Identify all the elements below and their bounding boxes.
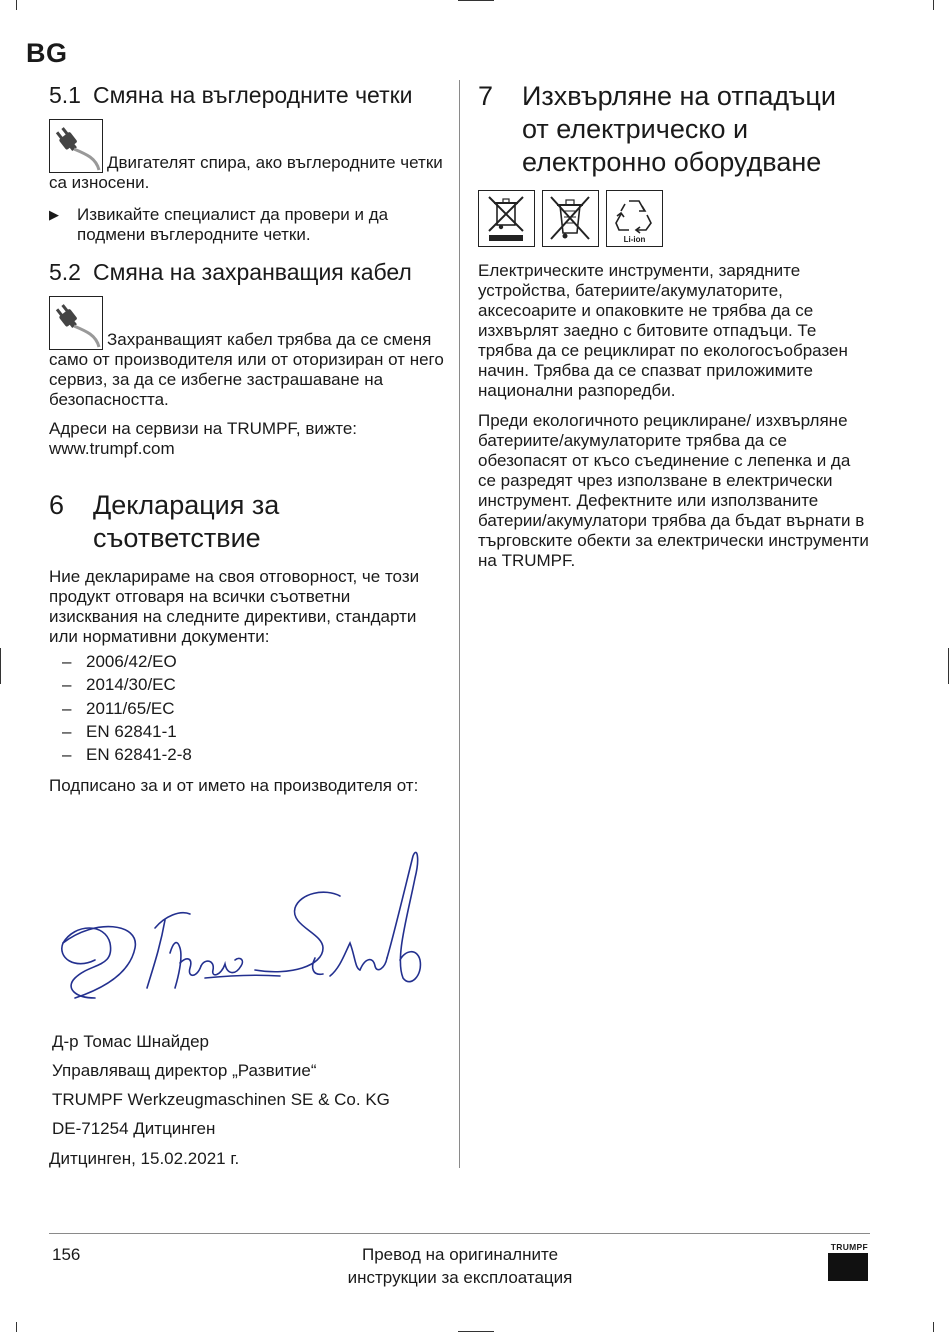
li-ion-label: Li-ion (623, 235, 646, 244)
warning-paragraph (49, 296, 444, 410)
section-5-2 (49, 259, 444, 459)
crossed-wheelie-bin-icon (542, 190, 599, 247)
company-name: TRUMPF Werkzeugmaschinen SE & Co. KG (52, 1090, 390, 1109)
signatory-name: Д-р Томас Шнайдер (52, 1032, 209, 1051)
trumpf-logo (828, 1242, 868, 1281)
handwritten-signature (55, 848, 430, 1023)
section-number: 7 (478, 81, 494, 111)
section-title-line: Декларация за (93, 490, 280, 520)
instruction-item (49, 205, 444, 245)
logo-wordmark: TRUMPF (830, 1242, 868, 1252)
standards-list (49, 650, 444, 766)
section-number: 5.2 (49, 259, 81, 285)
section-title-line: Изхвърляне на отпадъци (522, 81, 836, 111)
list-item: – 2006/42/EO (62, 652, 177, 671)
page-number: 156 (52, 1245, 81, 1264)
instruction-text: Извикайте специалист да провери и да подмени въглеродните четки. (77, 205, 389, 244)
warning-text: Захранващият кабел трябва да се сменя само от производителя или от оторизиран от него сервиз, за да се избегне застрашаване на безопасността. (49, 330, 444, 409)
section-heading (49, 82, 444, 109)
battery-disposal-paragraph: Преди екологичното рециклиране/ изхвърляне батериите/акумулаторите трябва да се обезопасят от късо съединение с лепенка и да се разредят чрез използване в електрически инструмент. Дефектните или използваните батерии/акумулатори трябва да бъдат върнати в търговските обекти за електрически инструменти на TRUMPF. (478, 411, 869, 570)
arrow-bullet-icon: ▶ (49, 207, 59, 222)
crop-mark (933, 0, 934, 10)
signatory-block (52, 1027, 447, 1143)
footer-rule (49, 1233, 870, 1234)
list-item: – 2011/65/EC (62, 698, 175, 718)
footer-caption-line: инструкции за експлоатация (347, 1268, 573, 1287)
list-item: – EN 62841-1 (62, 721, 177, 741)
column-divider (459, 80, 460, 1168)
power-plug-icon (49, 119, 103, 173)
crossed-bin-with-bar-icon (478, 190, 535, 247)
disposal-paragraph: Електрическите инструменти, зарядните устройства, батериите/акумулаторите, аксесоарите и опаковките не трябва да се изхвърлят заедно с битовите отпадъци. Те трябва да се рециклират по екологосъобразен начин. Трябва да се спазват приложимите национални разпоредби. (478, 261, 848, 400)
signed-by-text: Подписано за и от името на производителя от: (49, 776, 419, 796)
footer-caption-line: Превод на оригиналните (361, 1245, 559, 1264)
crop-mark (933, 1322, 934, 1332)
list-item: – EN 62841-2-8 (62, 745, 192, 765)
warning-paragraph (49, 119, 444, 193)
section-title: Смяна на въглеродните четки (93, 82, 413, 108)
crop-mark (0, 648, 1, 684)
footer-caption (260, 1243, 660, 1289)
section-number: 5.1 (49, 82, 81, 108)
section-heading (478, 80, 870, 179)
section-heading (49, 489, 444, 555)
section-7 (478, 80, 870, 571)
section-title-line: съответствие (93, 523, 261, 553)
place-date: Дитцинген, 15.02.2021 г. (49, 1149, 240, 1168)
list-item: – 2014/30/EC (62, 675, 176, 695)
section-title-line: електронно оборудване (522, 147, 822, 177)
section-title-line: от електрическо и (522, 114, 749, 144)
recycle-li-ion-icon (606, 190, 663, 247)
section-6 (49, 489, 444, 796)
service-info: Адреси на сервизи на TRUMPF, вижте: www.trumpf.com (49, 419, 358, 458)
warning-text: Двигателят спира, ако въглеродните четки са износени. (49, 153, 443, 192)
language-code: BG (26, 38, 68, 68)
section-title: Смяна на захранващия кабел (93, 259, 412, 285)
disposal-symbols (478, 190, 870, 247)
company-address: DE-71254 Дитцинген (52, 1119, 216, 1138)
declaration-intro: Ние декларираме на своя отговорност, че този продукт отговаря на всички съответни изисквания на следните директиви, стандарти или нормативни документи: (49, 567, 420, 646)
crop-mark (948, 648, 949, 684)
signatory-role: Управляващ директор „Развитие“ (52, 1061, 317, 1080)
crop-mark (458, 1331, 494, 1332)
section-number: 6 (49, 490, 65, 520)
power-plug-icon (49, 296, 103, 350)
section-5-1 (49, 82, 444, 245)
crop-mark (16, 1322, 17, 1332)
section-heading (49, 259, 444, 286)
logo-block (828, 1253, 868, 1281)
crop-mark (16, 0, 17, 10)
crop-mark (458, 0, 494, 1)
